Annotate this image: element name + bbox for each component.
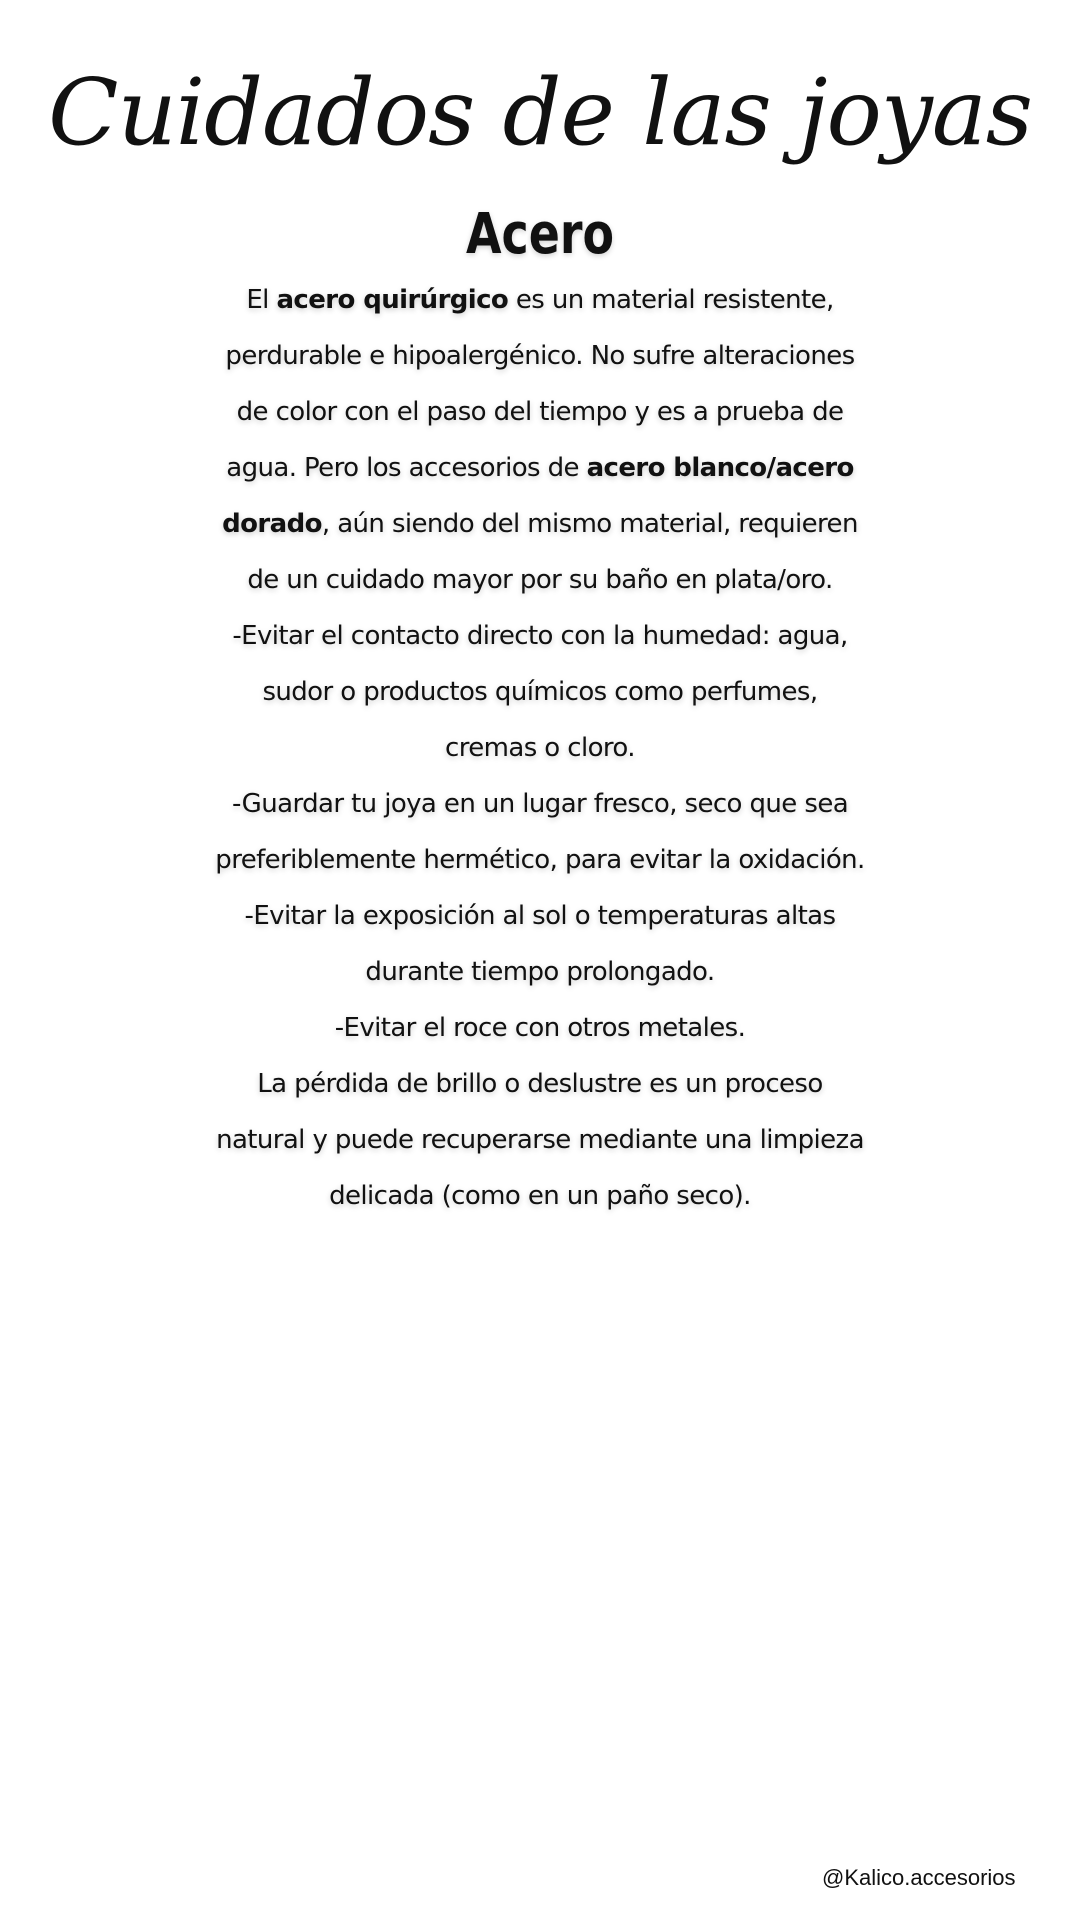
text-line: perdurable e hipoalergénico. No sufre alteraciones — [225, 341, 855, 371]
text-line: sudor o productos químicos como perfumes, — [262, 677, 818, 707]
text-line: -Evitar la exposición al sol o temperaturas altas — [244, 901, 836, 931]
text-line: preferiblemente hermético, para evitar la oxidación. — [215, 845, 865, 875]
footer-instagram-handle: @Kalico.accesorios — [822, 1865, 1016, 1890]
bold-phrase-dorado: dorado — [222, 509, 322, 539]
text-run: El — [246, 285, 277, 315]
text-run: es un material resistente, — [508, 285, 834, 315]
text-line — [0, 272, 1080, 328]
text-line — [0, 496, 1080, 552]
text-line — [0, 440, 1080, 496]
text-line: -Guardar tu joya en un lugar fresco, seco que sea — [231, 789, 849, 819]
text-line: -Evitar el contacto directo con la humedad: agua, — [232, 621, 848, 651]
text-line: de un cuidado mayor por su baño en plata/oro. — [247, 565, 833, 595]
text-run: , aún siendo del mismo material, requieren — [321, 509, 858, 539]
bold-phrase-acero-blanco: acero blanco/acero — [586, 453, 854, 483]
text-line: durante tiempo prolongado. — [365, 957, 715, 987]
text-line: cremas o cloro. — [445, 733, 635, 763]
page-title: Cuidados de las joyas — [48, 59, 1032, 166]
care-instructions-text — [0, 272, 1080, 1224]
text-run: agua. Pero los accesorios de — [226, 453, 587, 483]
bold-phrase-acero-quirurgico: acero quirúrgico — [276, 285, 509, 315]
text-line: delicada (como en un paño seco). — [329, 1181, 751, 1211]
text-line: -Evitar el roce con otros metales. — [334, 1013, 746, 1043]
text-line: La pérdida de brillo o deslustre es un proceso — [257, 1069, 823, 1099]
text-line: de color con el paso del tiempo y es a prueba de — [236, 397, 844, 427]
text-line: natural y puede recuperarse mediante una limpieza — [216, 1125, 864, 1155]
section-heading-acero: Acero — [465, 202, 615, 267]
